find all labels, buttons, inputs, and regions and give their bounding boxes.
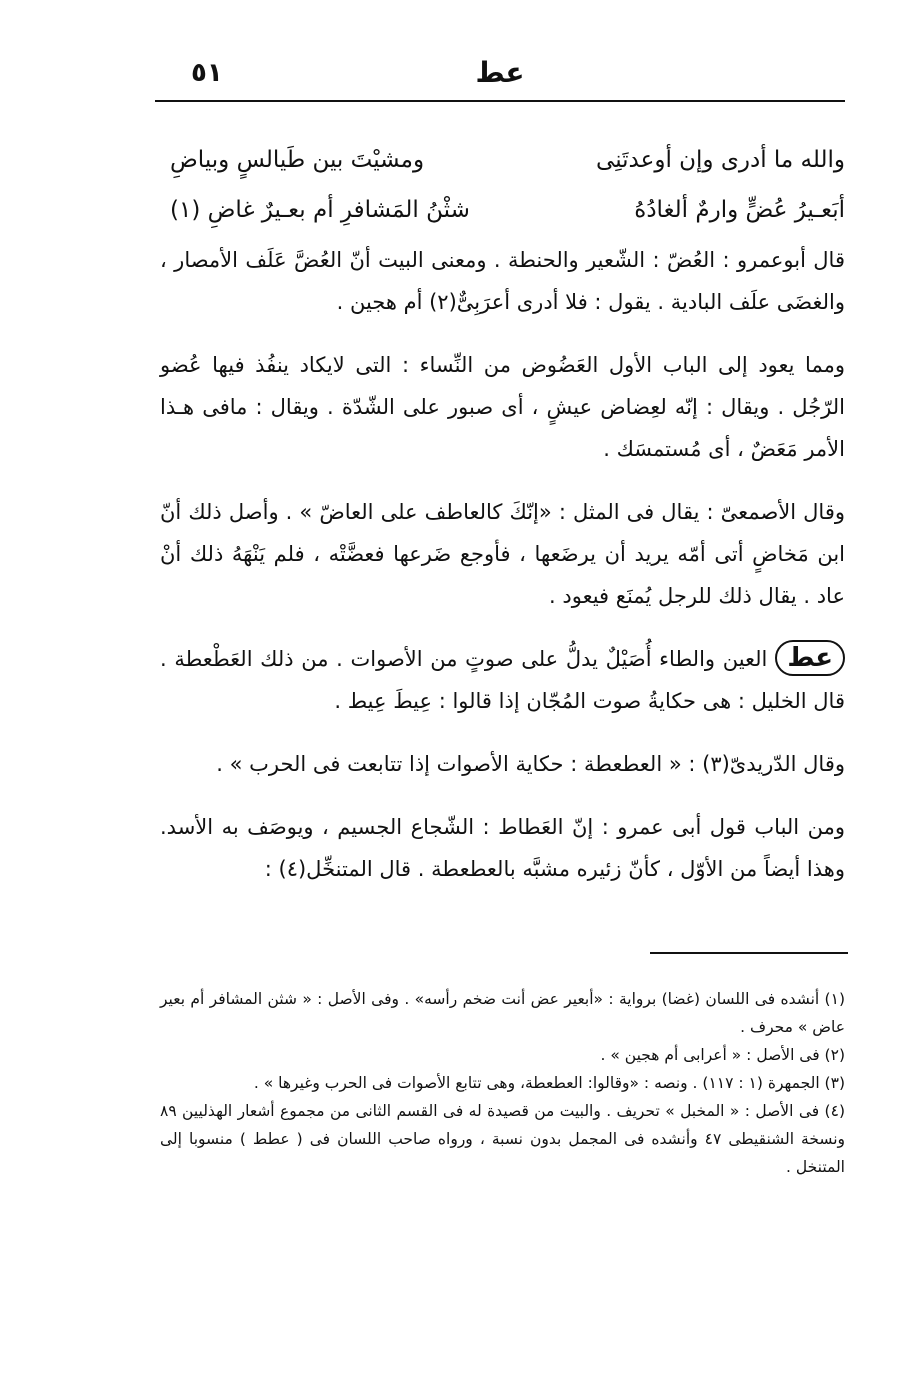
- page-number: ٥١: [191, 58, 223, 88]
- main-text: [160, 135, 845, 911]
- running-head: عط: [475, 56, 525, 89]
- footnote: (٤) فى الأصل : « المخبل » تحريف . والبيت من قصيدة له فى القسم الثانى من مجموع أشعار الهذليين ٨٩ ونسخة الشنقيطى ٤٧ وأنشده فى المجمل بدون نسبة ، ورواه صاحب اللسان فى ( عطط ) منسوبا إلى المتنخل .: [160, 1102, 845, 1176]
- verse-line-1: [160, 135, 845, 185]
- footnotes: [160, 985, 845, 1181]
- verse-hemistich: شثْنُ المَشافرِ أم بعـيرٌ غاضِ (١): [170, 197, 470, 223]
- header-rule: [155, 100, 845, 102]
- section-entry: [160, 638, 845, 722]
- footnote: (١) أنشده فى اللسان (غضا) برواية : «أبعير عض أنت ضخم رأسه» . وفى الأصل : « شثن المشافر أم بعير عاض » محرف .: [160, 990, 845, 1036]
- page-header: [155, 56, 845, 102]
- verse-hemistich: أبَعـيرُ عُضٍّ وارمٌ ألغادُهُ: [634, 197, 845, 223]
- verse-line-2: [160, 185, 845, 235]
- paragraph: وقال الأصمعىّ : يقال فى المثل : «إنّكَ كالعاطف على العاضّ » . وأصل ذلك أنّ ابن مَخاضٍ أتى أمّه يريد أن يرضَعها ، فأوجع ضَرعها فعضَّتْه ، فلم يَنْهَهُ ذلك أنْ عاد . يقال ذلك للرجل يُمنَع فيعود .: [160, 500, 845, 608]
- footnote-rule: [650, 952, 848, 954]
- root-heading: عط: [775, 640, 845, 676]
- paragraph: وقال الدّريدىّ(٣) : « العطعطة : حكاية الأصوات إذا تتابعت فى الحرب » .: [216, 752, 845, 776]
- footnote: (٢) فى الأصل : « أعرابى أم هجين » .: [600, 1046, 845, 1064]
- verse-hemistich: ومشيْتَ بين طَيالسٍ وبياضِ: [170, 147, 425, 173]
- section-text: العين والطاء أُصَيْلٌ يدلُّ على صوتٍ من الأصوات . من ذلك العَطْعطة . قال الخليل : هى حكايةُ صوت المُجّان إذا قالوا : عِيطَ عِيط .: [160, 647, 845, 713]
- verse-hemistich: والله ما أدرى وإن أوعدتَنِى: [596, 147, 845, 173]
- footnote: (٣) الجمهرة (١ : ١١٧) . ونصه : «وقالوا: العطعطة، وهى تتابع الأصوات فى الحرب وغيرها » .: [253, 1074, 845, 1092]
- paragraph: ومما يعود إلى الباب الأول العَضُوض من النِّساء : التى لايكاد ينفُذ فيها عُضو الرّجُل . ويقال : إنّه لعِضاض عيشٍ ، أى صبور على الشّدّة . ويقال : مافى هـذا الأمر مَعَضٌ ، أى مُستمسَك .: [160, 353, 845, 461]
- paragraph: قال أبوعمرو : العُضّ : الشّعير والحنطة . ومعنى البيت أنّ العُضَّ عَلَف الأمصار ، والغضَى علَف البادية . يقول : فلا أدرى أعرَبِىٌّ(٢) أم هجين .: [160, 248, 845, 314]
- paragraph: ومن الباب قول أبى عمرو : إنّ العَطاط : الشّجاع الجسيم ، ويوصَف به الأسد. وهذا أيضاً من الأوّل ، كأنّ زئيره مشبَّه بالعطعطة . قال المتنخِّل(٤) :: [160, 815, 845, 881]
